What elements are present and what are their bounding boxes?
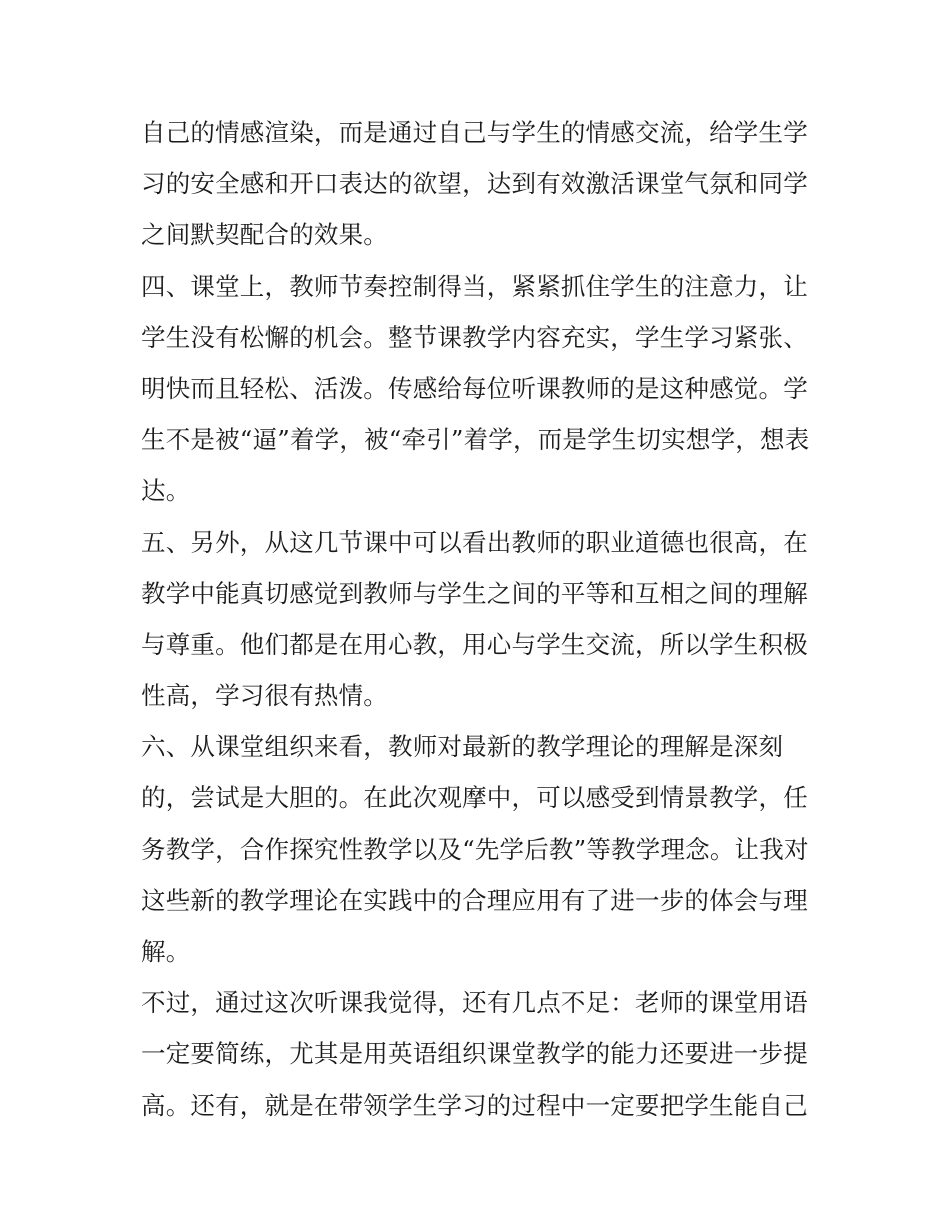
document-body [141, 107, 816, 1131]
text-line: 这些新的教学理论在实践中的合理应用有了进一步的体会与理 [141, 885, 808, 915]
text-line: 学生没有松懈的机会。整节课教学内容充实，学生学习紧张、 [141, 322, 808, 352]
text-line: 不过，通过这次听课我觉得，还有几点不足：老师的课堂用语 [141, 988, 808, 1018]
text-line: 一定要简练，尤其是用英语组织课堂教学的能力还要进一步提 [141, 1039, 808, 1069]
text-line: 自己的情感渲染，而是通过自己与学生的情感交流，给学生学 [141, 118, 808, 147]
text-line: 习的安全感和开口表达的欲望，达到有效激活课堂气氛和同学 [141, 169, 808, 199]
text-line: 高。还有，就是在带领学生学习的过程中一定要把学生能自己 [141, 1090, 808, 1120]
text-line: 之间默契配合的效果。 [141, 220, 388, 250]
text-line: 六、从课堂组织来看，教师对最新的教学理论的理解是深刻 [141, 732, 784, 762]
text-line: 五、另外，从这几节课中可以看出教师的职业道德也很高，在 [141, 527, 808, 557]
text-line: 生不是被“逼”着学，被“牵引”着学，而是学生切实想学，想表 [141, 425, 810, 455]
text-line: 四、课堂上，教师节奏控制得当，紧紧抓住学生的注意力，让 [141, 271, 808, 301]
text-line: 明快而且轻松、活泼。传感给每位听课教师的是这种感觉。学 [141, 373, 808, 403]
text-line: 解。 [141, 937, 191, 966]
text-line: 与尊重。他们都是在用心教，用心与学生交流，所以学生积极 [141, 629, 808, 659]
text-line: 性高，学习很有热情。 [141, 681, 388, 711]
text-line: 教学中能真切感觉到教师与学生之间的平等和互相之间的理解 [141, 578, 808, 608]
text-line: 的，尝试是大胆的。在此次观摩中，可以感受到情景教学，任 [141, 783, 808, 813]
text-line: 务教学，合作探究性教学以及“先学后教”等教学理念。让我对 [141, 834, 809, 864]
text-line: 达。 [141, 476, 191, 506]
